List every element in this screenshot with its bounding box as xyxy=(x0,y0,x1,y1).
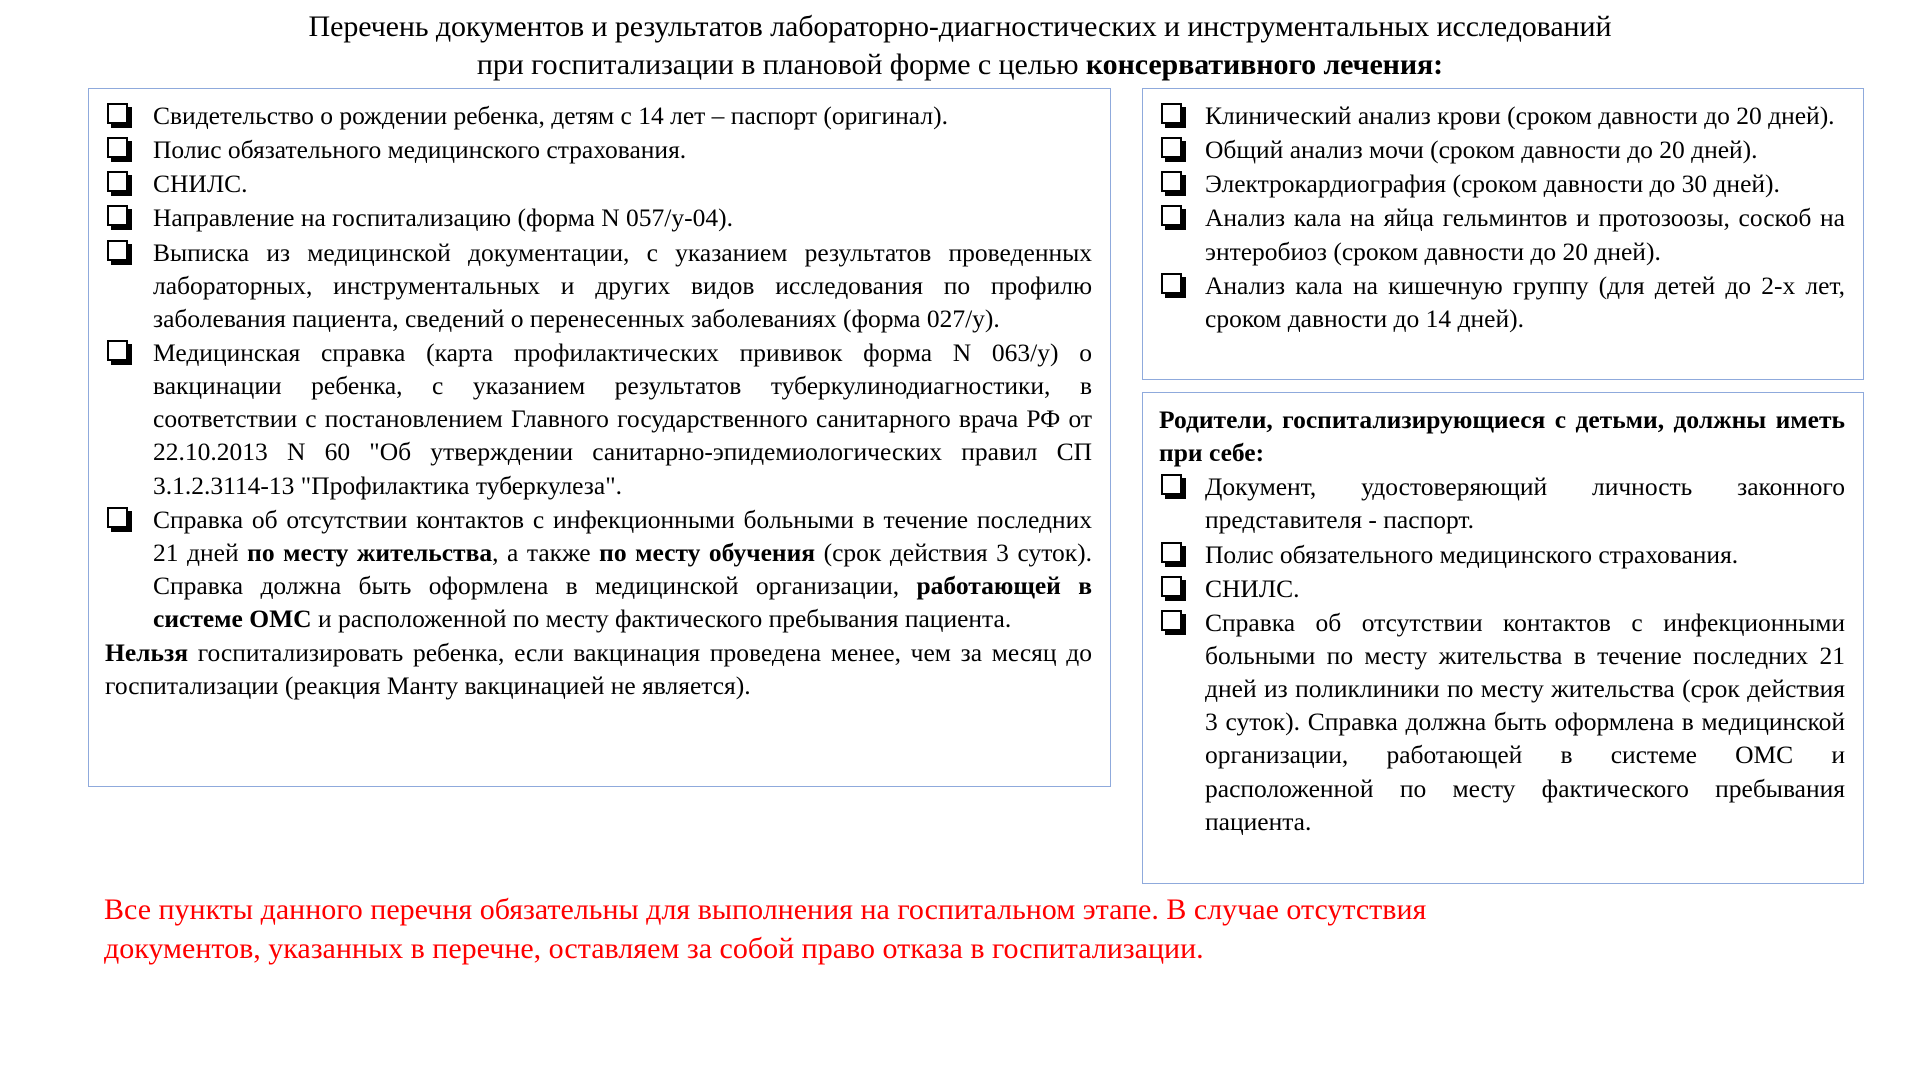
checkbox-square-icon xyxy=(1161,576,1182,597)
list-item-label xyxy=(153,505,1092,633)
contacts-text-part-1: Справка об отсутствии контактов с инфекционными больными в течение последних 21 дней xyxy=(153,504,1092,567)
left-box-content xyxy=(89,89,1110,713)
title-line-1: Перечень документов и результатов лабораторно-диагностических и инструментальных исследований xyxy=(308,10,1612,43)
list-item-label: Справка об отсутствии контактов с инфекционными больными по месту жительства в течение последних 21 дней из поликлиники по месту жительства (срок действия 3 суток). Справка должна быть оформлена в медицинской организации, работающей в системе ОМС и расположенной по месту фактического пребывания пациента. xyxy=(1205,607,1845,836)
checkbox-square-icon xyxy=(107,171,128,192)
right-bottom-parents-box xyxy=(1142,392,1864,884)
checkbox-square-icon xyxy=(1161,273,1182,294)
list-item xyxy=(105,201,1092,234)
list-item xyxy=(105,99,1092,132)
list-item-label: Выписка из медицинской документации, с указанием результатов проведенных лабораторных, инструментальных и других видов исследования по профилю заболевания пациента, сведений о перенесенных заболеваниях (форма 027/у). xyxy=(153,237,1092,333)
list-item-label: СНИЛС. xyxy=(153,169,248,199)
footer-note-bold-prefix: Нельзя xyxy=(105,638,188,668)
list-item xyxy=(1159,572,1845,605)
contacts-text-part-4: и расположенной по месту фактического пребывания пациента. xyxy=(311,604,1012,634)
checkbox-square-icon xyxy=(107,507,128,528)
red-notice-line-2: документов, указанных в перечне, оставляем за собой право отказа в госпитализации. xyxy=(104,932,1204,965)
parents-documents-list xyxy=(1159,470,1845,838)
laboratory-tests-list xyxy=(1159,99,1845,335)
list-item-label: СНИЛС. xyxy=(1205,573,1300,603)
checkbox-square-icon xyxy=(107,205,128,226)
list-item-label: Медицинская справка (карта профилактических прививок форма N 063/у) о вакцинации ребенка, с указанием результатов туберкулинодиагностики, в соответствии с постановлением Главного государственного санитарного врача РФ от 22.10.2013 N 60 "Об утверждении санитарно-эпидемиологических правил СП 3.1.2.3114-13 "Профилактика туберкулеза". xyxy=(153,337,1092,500)
checkbox-square-icon xyxy=(107,240,128,261)
list-item xyxy=(105,167,1092,200)
right-top-tests-box xyxy=(1142,88,1864,380)
list-item-label: Анализ кала на кишечную группу (для детей до 2-х лет, сроком давности до 14 дней). xyxy=(1205,270,1845,333)
list-item-label: Полис обязательного медицинского страхования. xyxy=(153,135,687,165)
list-item-label: Направление на госпитализацию (форма N 057/у-04). xyxy=(153,203,734,233)
checkbox-square-icon xyxy=(1161,137,1182,158)
page-title xyxy=(120,8,1800,84)
list-item xyxy=(1159,133,1845,166)
list-item xyxy=(105,236,1092,335)
red-notice-line-1: Все пункты данного перечня обязательны для выполнения на госпитальном этапе. В случае отсутствия xyxy=(104,893,1427,926)
checkbox-square-icon xyxy=(107,137,128,158)
contacts-bold-oms: работающей в системе ОМС xyxy=(153,570,1092,634)
left-documents-list xyxy=(105,99,1092,635)
list-item xyxy=(1159,201,1845,267)
list-item xyxy=(1159,538,1845,571)
title-line-2-normal: при госпитализации в плановой форме с целью xyxy=(476,48,1086,82)
list-item xyxy=(1159,269,1845,335)
list-item-label: Клинический анализ крови (сроком давности до 20 дней). xyxy=(1205,101,1835,130)
list-item-label: Общий анализ мочи (сроком давности до 20 дней). xyxy=(1205,135,1758,165)
footer-note-text: госпитализировать ребенка, если вакцинация проведена менее, чем за месяц до госпитализации (реакция Манту вакцинацией не является). xyxy=(105,638,1092,701)
list-item xyxy=(1159,606,1845,838)
list-item-label: Полис обязательного медицинского страхования. xyxy=(1205,539,1739,569)
list-item xyxy=(105,336,1092,502)
mandatory-red-notice xyxy=(104,890,1864,968)
contacts-bold-residence: по месту жительства xyxy=(247,537,493,567)
list-item xyxy=(105,133,1092,166)
left-documents-box xyxy=(88,88,1111,787)
list-item xyxy=(1159,470,1845,536)
list-item-label: Анализ кала на яйца гельминтов и протозоозы, соскоб на энтеробиоз (сроком давности до 20 дней). xyxy=(1205,203,1845,266)
right-bottom-box-content xyxy=(1143,393,1863,849)
checkbox-square-icon xyxy=(107,103,128,124)
title-line-2 xyxy=(120,46,1800,84)
checkbox-square-icon xyxy=(1161,171,1182,192)
checkbox-square-icon xyxy=(1161,610,1182,631)
contacts-text-part-2: , а также xyxy=(492,537,600,567)
list-item xyxy=(1159,167,1845,200)
checkbox-square-icon xyxy=(1161,474,1182,495)
contacts-text-part-3: (срок действия 3 суток). Справка должна быть оформлена в медицинской организации, xyxy=(153,537,1093,600)
checkbox-square-icon xyxy=(1161,103,1182,124)
list-item-label: Электрокардиография (сроком давности до 30 дней). xyxy=(1205,169,1780,199)
checkbox-square-icon xyxy=(107,340,128,361)
list-item-contacts-certificate xyxy=(105,503,1092,636)
left-box-footer-note xyxy=(105,636,1092,702)
list-item-label: Документ, удостоверяющий личность законного представителя - паспорт. xyxy=(1205,472,1845,535)
title-line-2-bold: консервативного лечения: xyxy=(1085,48,1444,82)
list-item xyxy=(1159,99,1845,132)
contacts-bold-study: по месту обучения xyxy=(599,537,816,567)
right-top-box-content xyxy=(1143,89,1863,346)
list-item-label: Свидетельство о рождении ребенка, детям с 14 лет – паспорт (оригинал). xyxy=(153,101,948,130)
parents-section-heading: Родители, госпитализирующиеся с детьми, должны иметь при себе: xyxy=(1159,405,1845,468)
checkbox-square-icon xyxy=(1161,205,1182,226)
checkbox-square-icon xyxy=(1161,542,1182,563)
